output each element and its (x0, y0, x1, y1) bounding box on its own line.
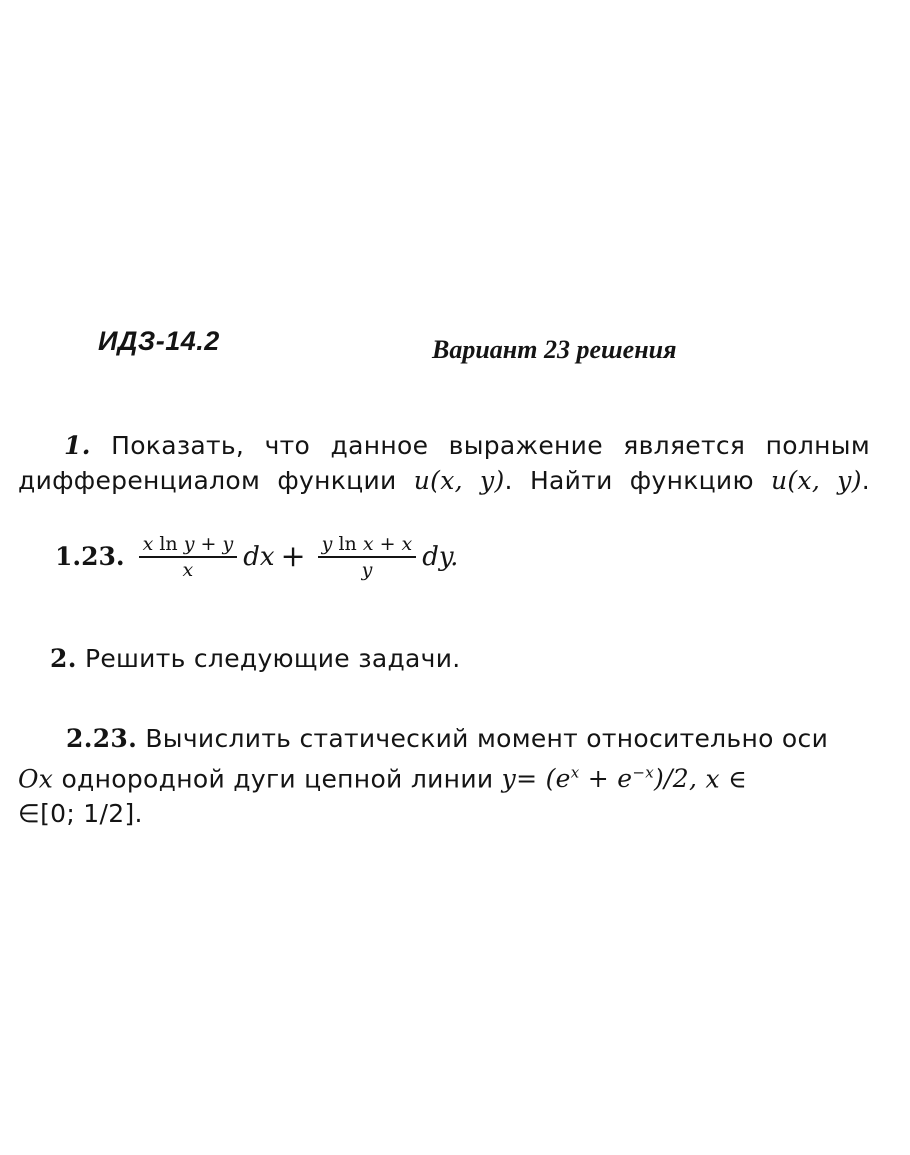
fraction-1-numerator (139, 532, 238, 556)
task-2-text: Решить следующие задачи. (84, 644, 461, 673)
eq-open: = (e (516, 764, 571, 794)
task-2-number: 2. (50, 644, 77, 673)
task-1-line-1 (18, 428, 870, 463)
formula-dx: dx (243, 541, 275, 572)
fraction-1-denominator: x (182, 558, 194, 581)
document-title: ИДЗ-14.2 (98, 326, 220, 356)
formula-plus: + (280, 539, 306, 575)
task-2-23-text-2: однородной дуги цепной линии (61, 764, 494, 794)
task-1-end: . (861, 466, 871, 495)
f1-num-a: x (142, 533, 154, 555)
f1-num-ln: ln (159, 533, 178, 555)
task-2-23-number: 2.23. (66, 724, 138, 753)
task-2-23-line-3 (18, 796, 870, 831)
task-2-23-text-1: Вычислить статический момент относительно оси (145, 724, 829, 753)
eq-exp-2: −x (632, 764, 655, 782)
membership: x ∈ (705, 764, 747, 794)
task-1-line-2 (18, 463, 870, 498)
task-2-23-line-1 (18, 721, 870, 756)
eq-exp-1: x (570, 764, 580, 782)
task-2-23 (18, 721, 870, 831)
formula-label: 1.23. (55, 542, 125, 572)
task-2 (50, 641, 461, 676)
axis-ox: Ox (18, 764, 54, 794)
variant-label: Вариант 23 решения (432, 335, 677, 364)
interval: ∈[0; 1/2]. (18, 799, 143, 829)
formula-dy: dy. (422, 541, 459, 572)
eq-lhs: y (501, 764, 517, 794)
fraction-1 (139, 532, 238, 582)
fraction-2 (318, 532, 417, 582)
function-u-1: u(x, y) (413, 466, 505, 495)
eq-close: )/2, (654, 764, 698, 794)
task-1-text-1: Показать, что данное выражение является полным (111, 431, 870, 460)
f2-num-a: y (321, 533, 333, 555)
formula-1-23 (55, 532, 458, 582)
f1-num-b: y + y (183, 533, 234, 555)
task-2-23-line-2 (18, 756, 870, 796)
fraction-2-denominator: y (361, 558, 373, 581)
task-1 (18, 428, 870, 498)
f2-num-b: x + x (362, 533, 413, 555)
task-1-number: 1. (64, 431, 91, 460)
task-1-text-3: . Найти функцию (504, 466, 754, 495)
task-1-text-2: дифференциалом функции (18, 466, 397, 495)
eq-mid: + e (579, 764, 633, 794)
fraction-2-numerator (318, 532, 417, 556)
catenary-equation (502, 764, 698, 793)
function-u-2: u(x, y) (771, 466, 862, 495)
f2-num-ln: ln (338, 533, 357, 555)
